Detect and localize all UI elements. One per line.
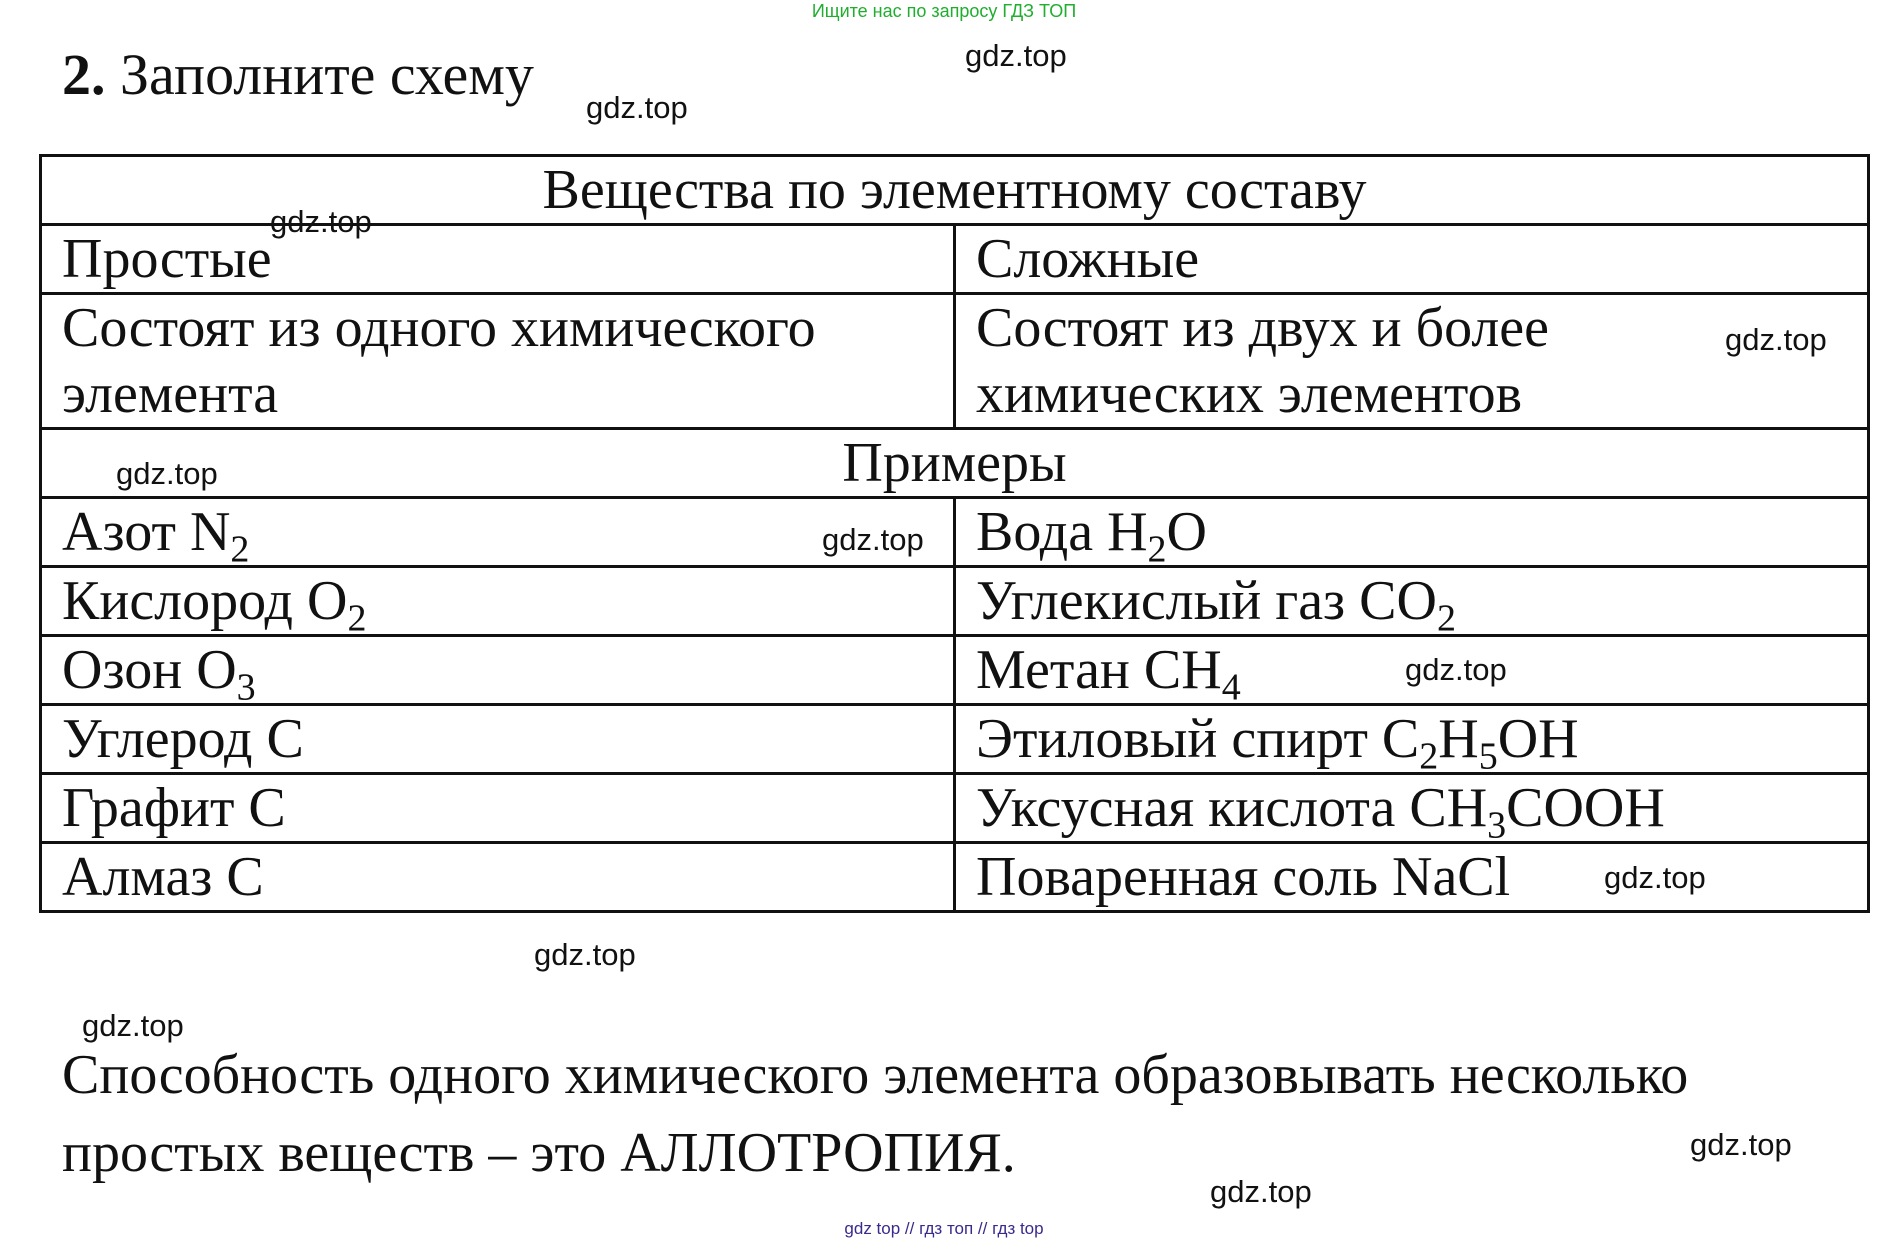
example-text: OH <box>1497 708 1579 770</box>
example-text: Азот N <box>62 501 231 563</box>
watermark: gdz.top <box>270 204 372 239</box>
simple-substance-example <box>41 843 955 912</box>
examples-heading: Примеры <box>41 429 1869 498</box>
simple-substance-example <box>41 567 955 636</box>
watermark: gdz.top <box>1604 860 1706 895</box>
watermark: gdz.top <box>965 38 1067 73</box>
right-heading: Сложные <box>955 225 1869 294</box>
task-number: 2. <box>62 42 106 107</box>
conclusion-text: Способность одного химического элемента образовывать несколько простых веществ – это АЛЛОТРОПИЯ. <box>62 1044 1689 1184</box>
simple-substance-example <box>41 705 955 774</box>
left-description: Состоят из одного химического элемента <box>41 294 955 429</box>
example-text: Этиловый спирт C <box>976 708 1420 770</box>
watermark: gdz.top <box>586 90 688 125</box>
watermark: gdz.top <box>116 456 218 491</box>
example-text: Углекислый газ CO <box>976 570 1437 632</box>
complex-substance-example <box>955 774 1869 843</box>
table-row <box>41 498 1869 567</box>
formula-subscript: 2 <box>230 528 250 567</box>
watermark: gdz.top <box>534 937 636 972</box>
formula-subscript: 2 <box>1436 597 1456 636</box>
table-row <box>41 567 1869 636</box>
example-text: Озон O <box>62 639 237 701</box>
table-row <box>41 774 1869 843</box>
top-note: Ищите нас по запросу ГДЗ ТОП <box>811 1 1077 21</box>
simple-substance-example <box>41 498 955 567</box>
table-row <box>41 843 1869 912</box>
formula-subscript: 2 <box>1419 735 1439 774</box>
table-header: Вещества по элементному составу <box>41 156 1869 225</box>
formula-subscript: 3 <box>236 666 256 705</box>
complex-substance-example <box>955 705 1869 774</box>
simple-substance-example <box>41 774 955 843</box>
right-description: Состоят из двух и более химических элементов <box>955 294 1869 429</box>
scheme-table <box>39 154 1870 913</box>
formula-subscript: 3 <box>1487 804 1507 843</box>
example-rows <box>41 498 1869 912</box>
simple-substance-example <box>41 636 955 705</box>
formula-subscript: 5 <box>1478 735 1498 774</box>
formula-subscript: 4 <box>1221 666 1241 705</box>
footer-links: gdz top // гдз топ // гдз top <box>844 1219 1044 1238</box>
formula-subscript: 2 <box>1147 528 1167 567</box>
watermark: gdz.top <box>1725 322 1827 357</box>
left-heading: Простые <box>41 225 955 294</box>
example-text: COOH <box>1506 777 1665 839</box>
complex-substance-example <box>955 843 1869 912</box>
table-row <box>41 636 1869 705</box>
example-text: Углерод C <box>62 708 304 770</box>
example-text: Уксусная кислота CH <box>976 777 1488 839</box>
table-row <box>41 705 1869 774</box>
task-title <box>62 42 534 108</box>
watermark: gdz.top <box>1690 1127 1792 1162</box>
example-text: Вода H <box>976 501 1148 563</box>
complex-substance-example <box>955 567 1869 636</box>
example-text: Кислород O <box>62 570 348 632</box>
example-text: Метан CH <box>976 639 1222 701</box>
formula-subscript: 2 <box>347 597 367 636</box>
example-text: Поваренная соль NaCl <box>976 846 1511 908</box>
watermark: gdz.top <box>1405 652 1507 687</box>
complex-substance-example <box>955 498 1869 567</box>
example-text: Алмаз C <box>62 846 264 908</box>
task-title-text: Заполните схему <box>120 42 534 107</box>
example-text: Графит C <box>62 777 286 839</box>
example-text: H <box>1438 708 1479 770</box>
watermark: gdz.top <box>822 522 924 557</box>
watermark: gdz.top <box>1210 1174 1312 1209</box>
watermark: gdz.top <box>82 1008 184 1043</box>
example-text: O <box>1166 501 1207 563</box>
